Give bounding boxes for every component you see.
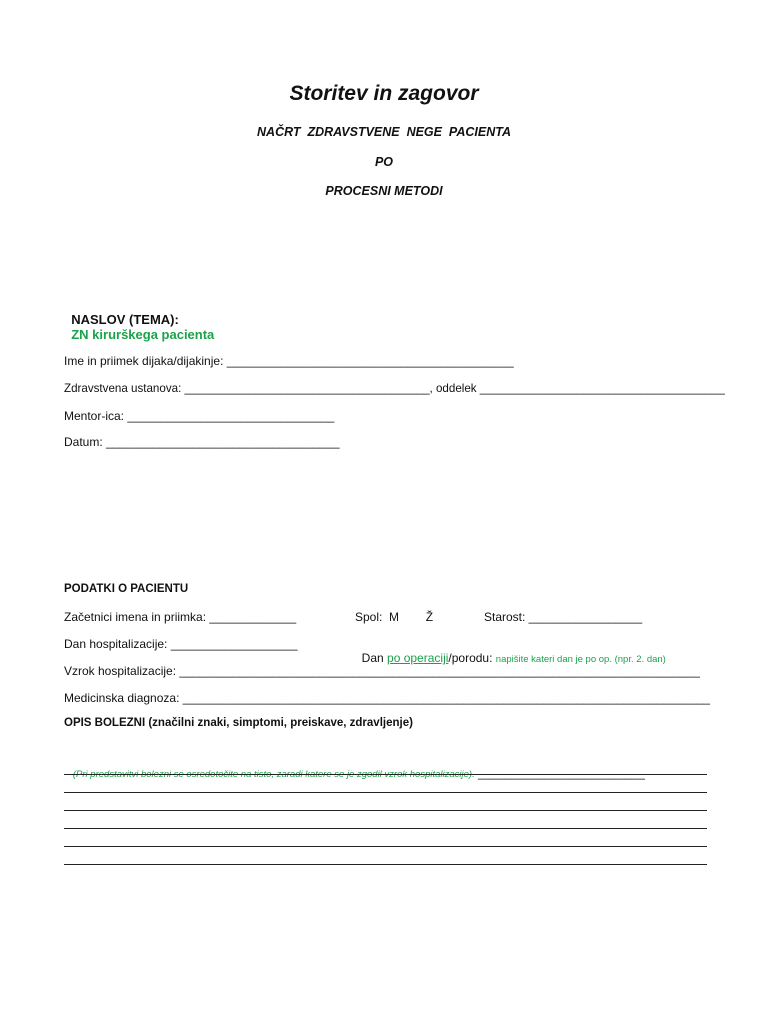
document-subtitle-plan: NAČRT ZDRAVSTVENE NEGE PACIENTA [257, 125, 511, 139]
disease-hint-row [64, 746, 645, 782]
topic-row [64, 297, 214, 342]
disease-hint-blank[interactable]: _________________________ [474, 766, 645, 780]
patient-age-field[interactable]: Starost: _________________ [484, 610, 643, 624]
disease-section-title: OPIS BOLEZNI (značilni znaki, simptomi, preiskave, zdravljenje) [64, 717, 413, 729]
hospitalization-day-field[interactable]: Dan hospitalizacije: ___________________ [64, 637, 298, 651]
institution-field[interactable]: Zdravstvena ustanova: ______________________________________, oddelek ______________________________________ [64, 382, 725, 395]
disease-answer-line[interactable] [64, 846, 707, 847]
disease-answer-line[interactable] [64, 864, 707, 865]
patient-section-title: PODATKI O PACIENTU [64, 583, 189, 595]
topic-label: NASLOV (TEMA): [71, 312, 179, 327]
postop-day-hint: napišite kateri dan je po op. (npr. 2. dan) [495, 654, 666, 665]
document-title: Storitev in zagovor [289, 82, 479, 105]
mentor-field[interactable]: Mentor-ica: _______________________________ [64, 409, 335, 423]
hospitalization-cause-field[interactable]: Vzrok hospitalizacije: ______________________________________________________________________________ [64, 664, 700, 678]
patient-initials-field[interactable]: Začetnici imena in priimka: _____________ [64, 610, 297, 624]
postop-day-label: Dan [361, 651, 388, 665]
disease-answer-line[interactable] [64, 810, 707, 811]
disease-hint: (Pri predstavitvi bolezni se osredotočite na tisto, zaradi katere se je zgodil vzrok hospitalizacije). [72, 769, 475, 780]
document-subtitle-po: PO [374, 155, 394, 169]
document-subtitle-method: PROCESNI METODI [325, 184, 443, 198]
disease-answer-line[interactable] [64, 792, 707, 793]
postop-day-row [355, 637, 666, 665]
student-name-field[interactable]: Ime in priimek dijaka/dijakinje: ___________________________________________ [64, 354, 514, 368]
disease-answer-line[interactable] [64, 774, 707, 775]
topic-value: ZN kirurškega pacienta [71, 327, 215, 342]
date-field[interactable]: Datum: ___________________________________ [64, 435, 340, 449]
medical-diagnosis-field[interactable]: Medicinska diagnoza: _______________________________________________________________________________ [64, 691, 710, 705]
postop-day-link[interactable]: po operaciji [387, 651, 449, 665]
postop-day-suffix: /porodu: [448, 651, 496, 665]
disease-answer-line[interactable] [64, 828, 707, 829]
patient-sex-field[interactable]: Spol: M Ž [355, 610, 434, 624]
